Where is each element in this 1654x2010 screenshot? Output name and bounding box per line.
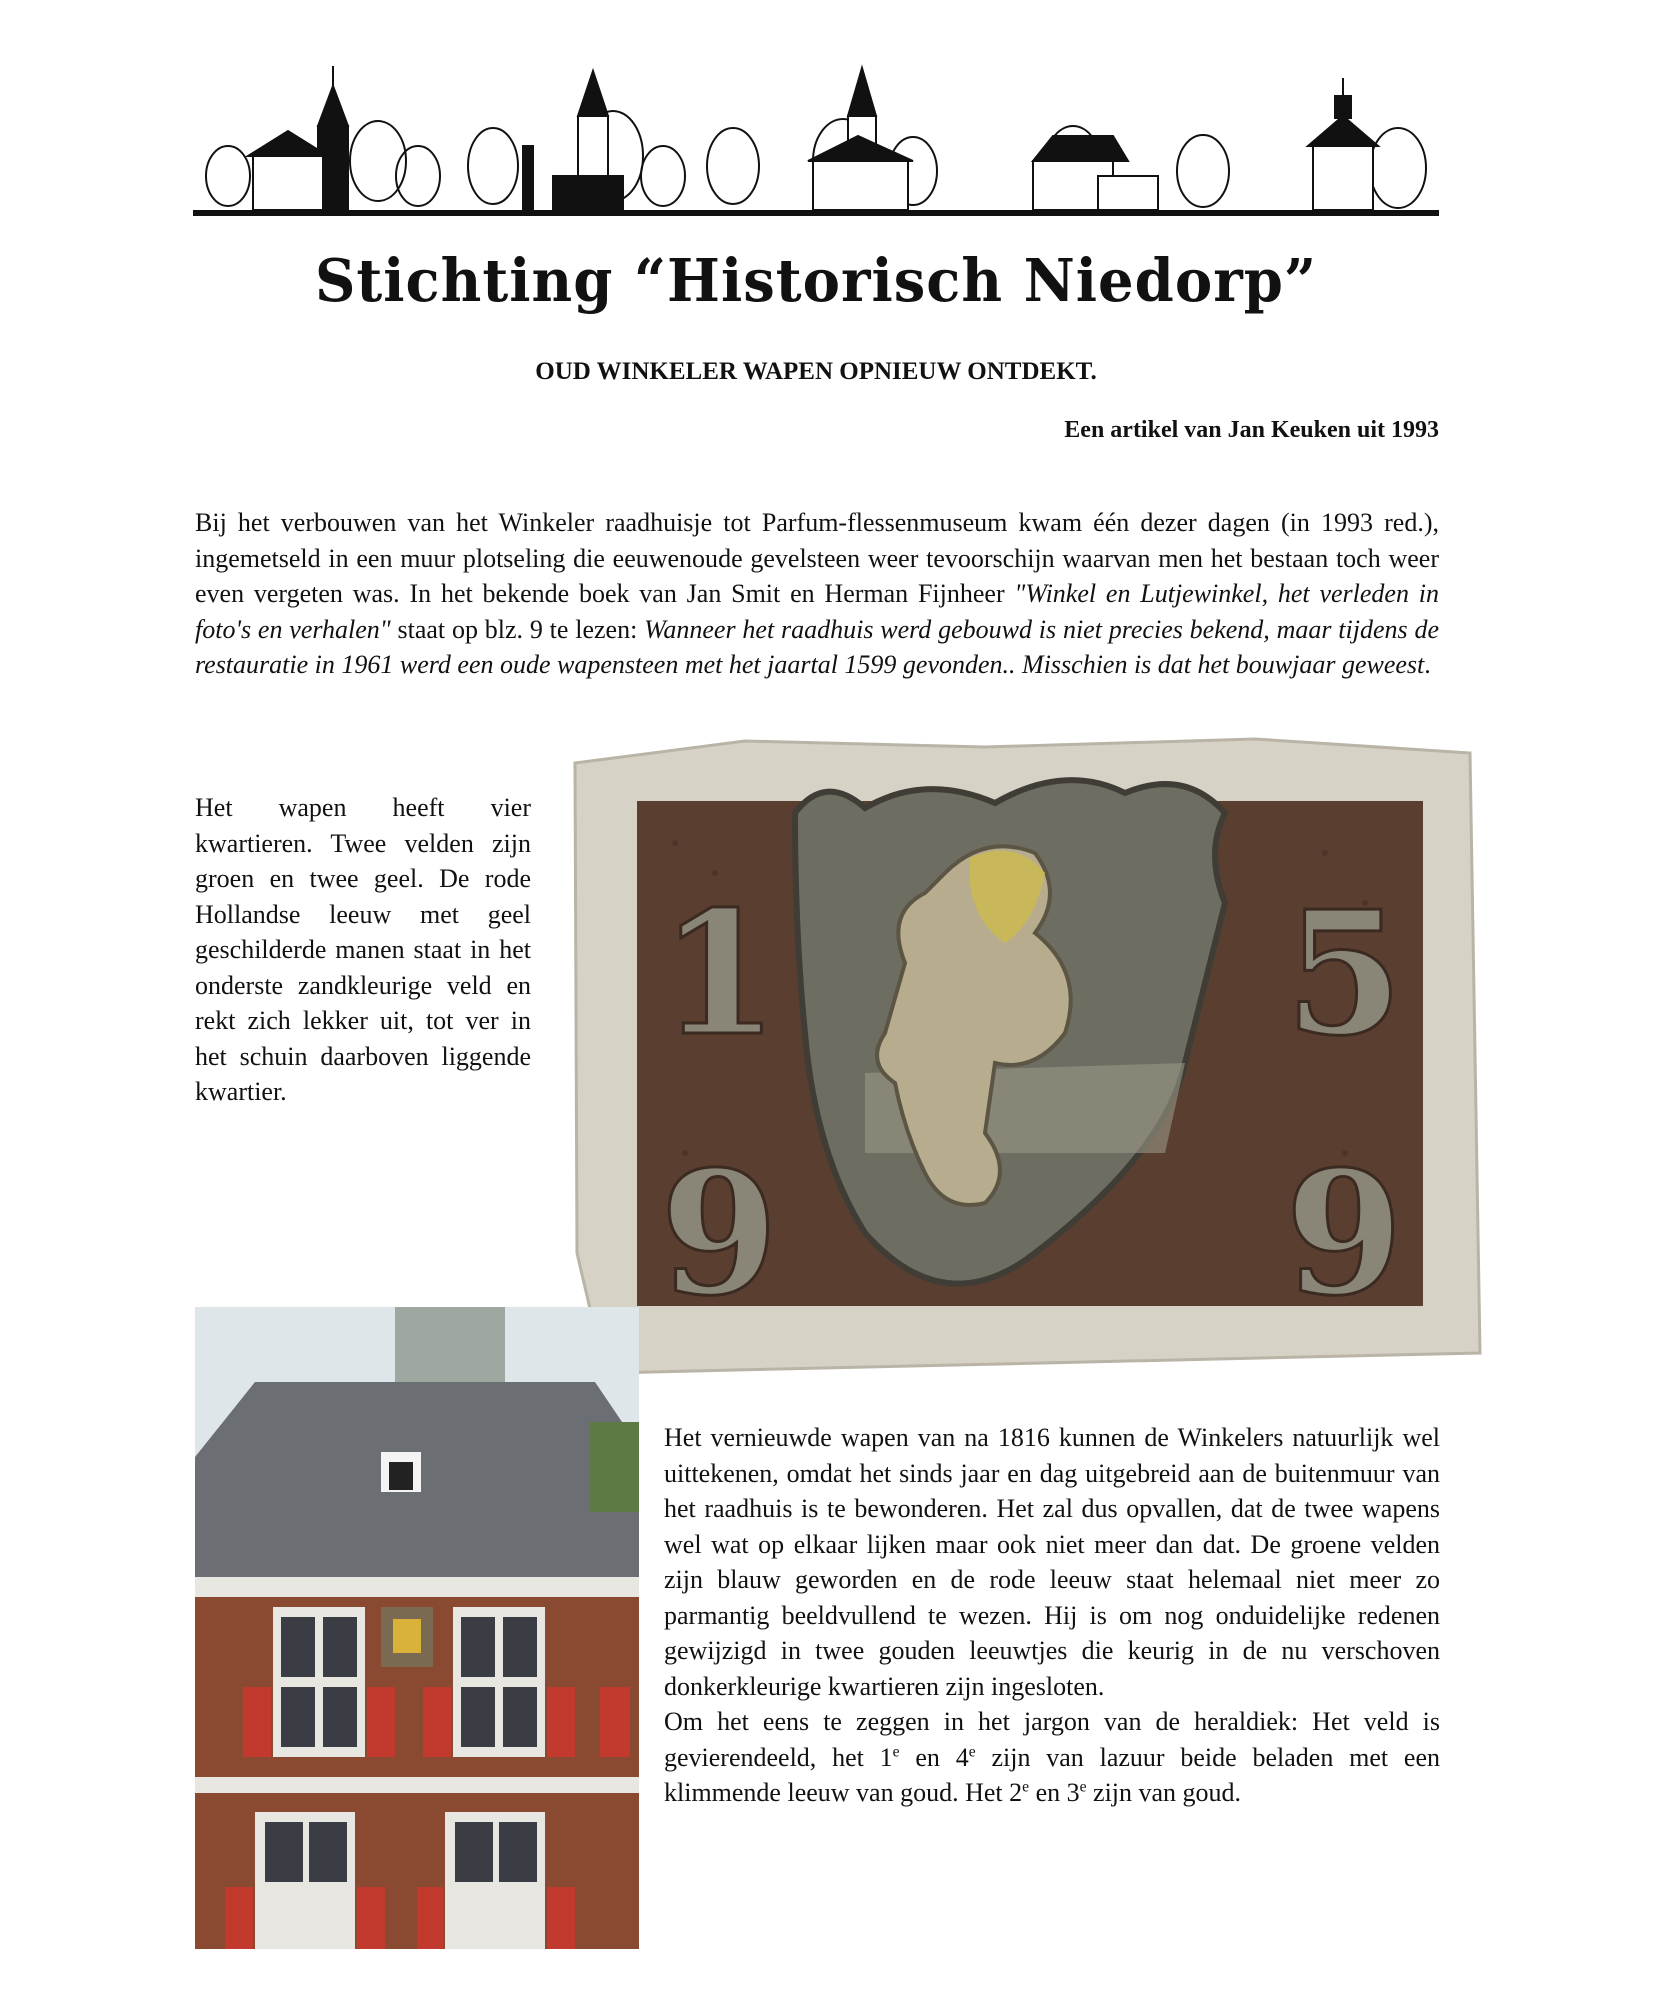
intro-paragraph — [195, 505, 1439, 683]
right-paragraph-1: Het vernieuwde wapen van na 1816 kunnen de Winkelers natuurlijk wel uittekenen, omdat het sinds jaar en dag uitgebreid aan de buitenmuur van het raadhuis is te bewonderen. Het zal dus opvallen, dat de twee wapens wel wat op elkaar lijken maar ook niet meer dan dat. De groene velden zijn blauw geworden en de rode leeuw staat helemaal niet meer zo parmantig beeldvullend te wezen. Hij is om nog onduidelijke redenen gewijzigd in twee gouden leeuwtjes die keurig in de nu verschoven donkerkleurige kwartieren zijn ingesloten. — [664, 1423, 1440, 1701]
right-column-text — [664, 1420, 1440, 1811]
heraldry-text-d: en 3 — [1029, 1778, 1080, 1807]
town-hall-photo — [195, 1307, 639, 1949]
heraldry-text-b: en 4 — [899, 1742, 969, 1772]
intro-text-end: . — [1424, 650, 1431, 679]
stone-digit-top-left: 1 — [660, 874, 779, 1074]
heraldry-text-c: zijn van lazuur beide beladen met een klimmende leeuw van goud. Het 2 — [664, 1742, 1440, 1807]
intro-text-part2: staat op blz. 9 te lezen: — [390, 614, 645, 644]
sup-e-4: e — [1079, 1778, 1087, 1796]
stone-digit-top-right: 5 — [1285, 874, 1404, 1074]
coat-of-arms-stone-photo — [565, 733, 1487, 1376]
heraldry-text-e: zijn van goud. — [1086, 1778, 1242, 1807]
left-column-text: Het wapen heeft vier kwartieren. Twee velden zijn groen en twee geel. De rode Hollandse leeuw met geel geschilderde manen staat in het onderste zandkleurige veld en rekt zich lekker uit, tot ver in het schuin daarboven liggende kwartier. — [195, 793, 531, 1106]
article-byline: Een artikel van Jan Keuken uit 1993 — [1064, 417, 1439, 443]
skyline-header-illustration — [193, 56, 1439, 220]
page-title: Stichting “Historisch Niedorp” — [314, 246, 1318, 316]
stone-digit-bottom-right: 9 — [1285, 1134, 1404, 1334]
sup-e-2: e — [968, 1742, 976, 1760]
right-paragraph-2 — [664, 1704, 1440, 1811]
book-title: "Winkel en Lutjewinkel, het verleden in foto's en verhalen" — [195, 579, 1439, 644]
sup-e-1: e — [892, 1742, 900, 1760]
stone-digit-bottom-left: 9 — [660, 1134, 779, 1334]
heraldry-text-a: Om het eens te zeggen in het jargon van de heraldiek: Het veld is gevierendeeld, het 1 — [664, 1707, 1440, 1772]
article-subtitle: OUD WINKELER WAPEN OPNIEUW ONTDEKT. — [535, 358, 1097, 385]
sup-e-3: e — [1022, 1778, 1030, 1796]
book-quote: Wanneer het raadhuis werd gebouwd is niet precies bekend, maar tijdens de restauratie in 1961 werd een oude wapensteen met het jaartal 1599 gevonden.. Misschien is dat het bouwjaar geweest — [195, 614, 1439, 679]
intro-text-part1: Bij het verbouwen van het Winkeler raadhuisje tot Parfum-flessenmuseum kwam één dezer dagen (in 1993 red.), ingemetseld in een muur plotseling die eeuwenoude gevelsteen weer tevoorschijn waarvan men het bestaan toch weer even vergeten was. In het bekende boek van Jan Smit en Herman Fijnheer — [195, 508, 1439, 608]
